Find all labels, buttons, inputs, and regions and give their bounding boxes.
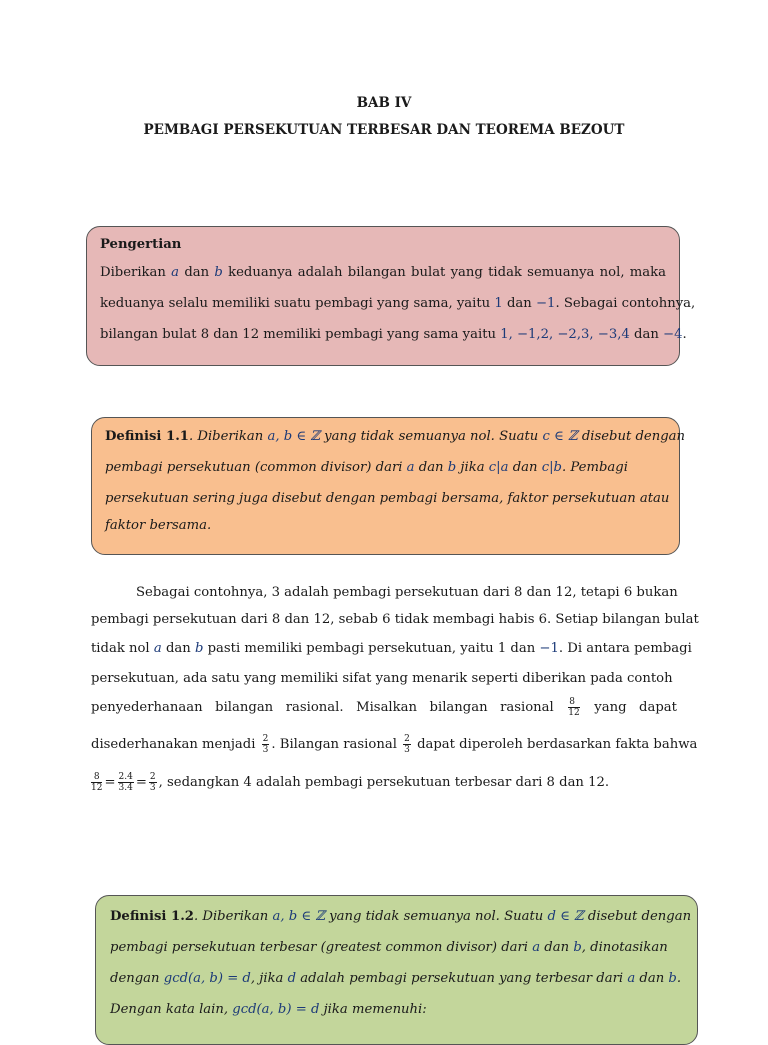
chapter-number: BAB IV: [356, 95, 412, 111]
def1-title: Definisi 1.1: [105, 429, 189, 444]
para-line-5: penyederhanaan bilangan rasional. Misalkan bilangan rasional $\frac{8}{12}$ yang dapat: [91, 697, 677, 718]
para-line-4: persekutuan, ada satu yang memiliki sifat yang menarik seperti diberikan pada contoh: [91, 671, 673, 686]
pengertian-line-2: keduanya selalu memiliki suatu pembagi yang sama, yaitu 1 dan −1. Sebagai contohnya,: [100, 296, 696, 311]
definition-1-2-box: [95, 895, 698, 1045]
def2-title: Definisi 1.2: [110, 909, 194, 924]
def2-line-2: pembagi persekutuan terbesar (greatest common divisor) dari a dan b, dinotasikan: [110, 940, 668, 955]
para-line-1: Sebagai contohnya, 3 adalah pembagi persekutuan dari 8 dan 12, tetapi 6 bukan: [136, 585, 678, 600]
chapter-title: PEMBAGI PERSEKUTUAN TERBESAR DAN TEOREMA BEZOUT: [143, 122, 625, 138]
pengertian-box: [86, 226, 696, 366]
def2-line-1: Definisi 1.2. Diberikan a, b ∈ ℤ yang tidak semuanya nol. Suatu d ∈ ℤ disebut dengan: [110, 909, 692, 924]
para-line-2: pembagi persekutuan dari 8 dan 12, sebab 6 tidak membagi habis 6. Setiap bilangan bulat: [91, 612, 699, 627]
def2-line-4: Dengan kata lain, gcd(a, b) = d jika memenuhi:: [110, 1002, 427, 1017]
def1-line-3: persekutuan sering juga disebut dengan pembagi bersama, faktor persekutuan atau: [105, 491, 670, 506]
pengertian-line-1: Diberikan a dan b keduanya adalah bilangan bulat yang tidak semuanya nol, maka: [100, 265, 666, 280]
def1-line-4: faktor bersama.: [105, 518, 212, 533]
para-line-6: disederhanakan menjadi $\frac{2}{3}$ . Bilangan rasional $\frac{2}{3}$ dapat diperoleh berdasarkan fakta bahwa: [91, 734, 698, 755]
fraction-8-12: $\frac{8}{12}$: [568, 697, 580, 718]
fraction-2-3-b: $\frac{2}{3}$: [404, 734, 410, 755]
def1-line-2: pembagi persekutuan (common divisor) dari a dan b jika c|a dan c|b. Pembagi: [105, 460, 628, 475]
para-line-3: tidak nol a dan b pasti memiliki pembagi persekutuan, yaitu 1 dan −1. Di antara pembagi: [91, 641, 692, 656]
fraction-2-3-a: $\frac{2}{3}$: [262, 734, 269, 755]
fraction-eq-3: $\frac{2}{3}$: [149, 772, 156, 793]
pengertian-line-3: bilangan bulat 8 dan 12 memiliki pembagi yang sama yaitu 1, −1,2, −2,3, −3,4 dan −4.: [100, 327, 687, 342]
def2-line-3: dengan gcd(a, b) = d, jika d adalah pembagi persekutuan yang terbesar dari a dan b.: [110, 971, 682, 986]
pengertian-title: Pengertian: [100, 237, 182, 252]
para-line-7: $\frac{8}{12}$ = $\frac{2.4}{3.4}$ = $\frac{2}{3}$ , sedangkan 4 adalah pembagi persekutuan terbesar dari 8 dan 12.: [91, 772, 610, 793]
fraction-eq-1: $\frac{8}{12}$: [91, 772, 103, 793]
def1-line-1: Definisi 1.1. Diberikan a, b ∈ ℤ yang tidak semuanya nol. Suatu c ∈ ℤ disebut dengan: [105, 429, 686, 444]
fraction-eq-2: $\frac{2.4}{3.4}$: [118, 772, 133, 793]
definition-1-1-box: [91, 417, 686, 555]
